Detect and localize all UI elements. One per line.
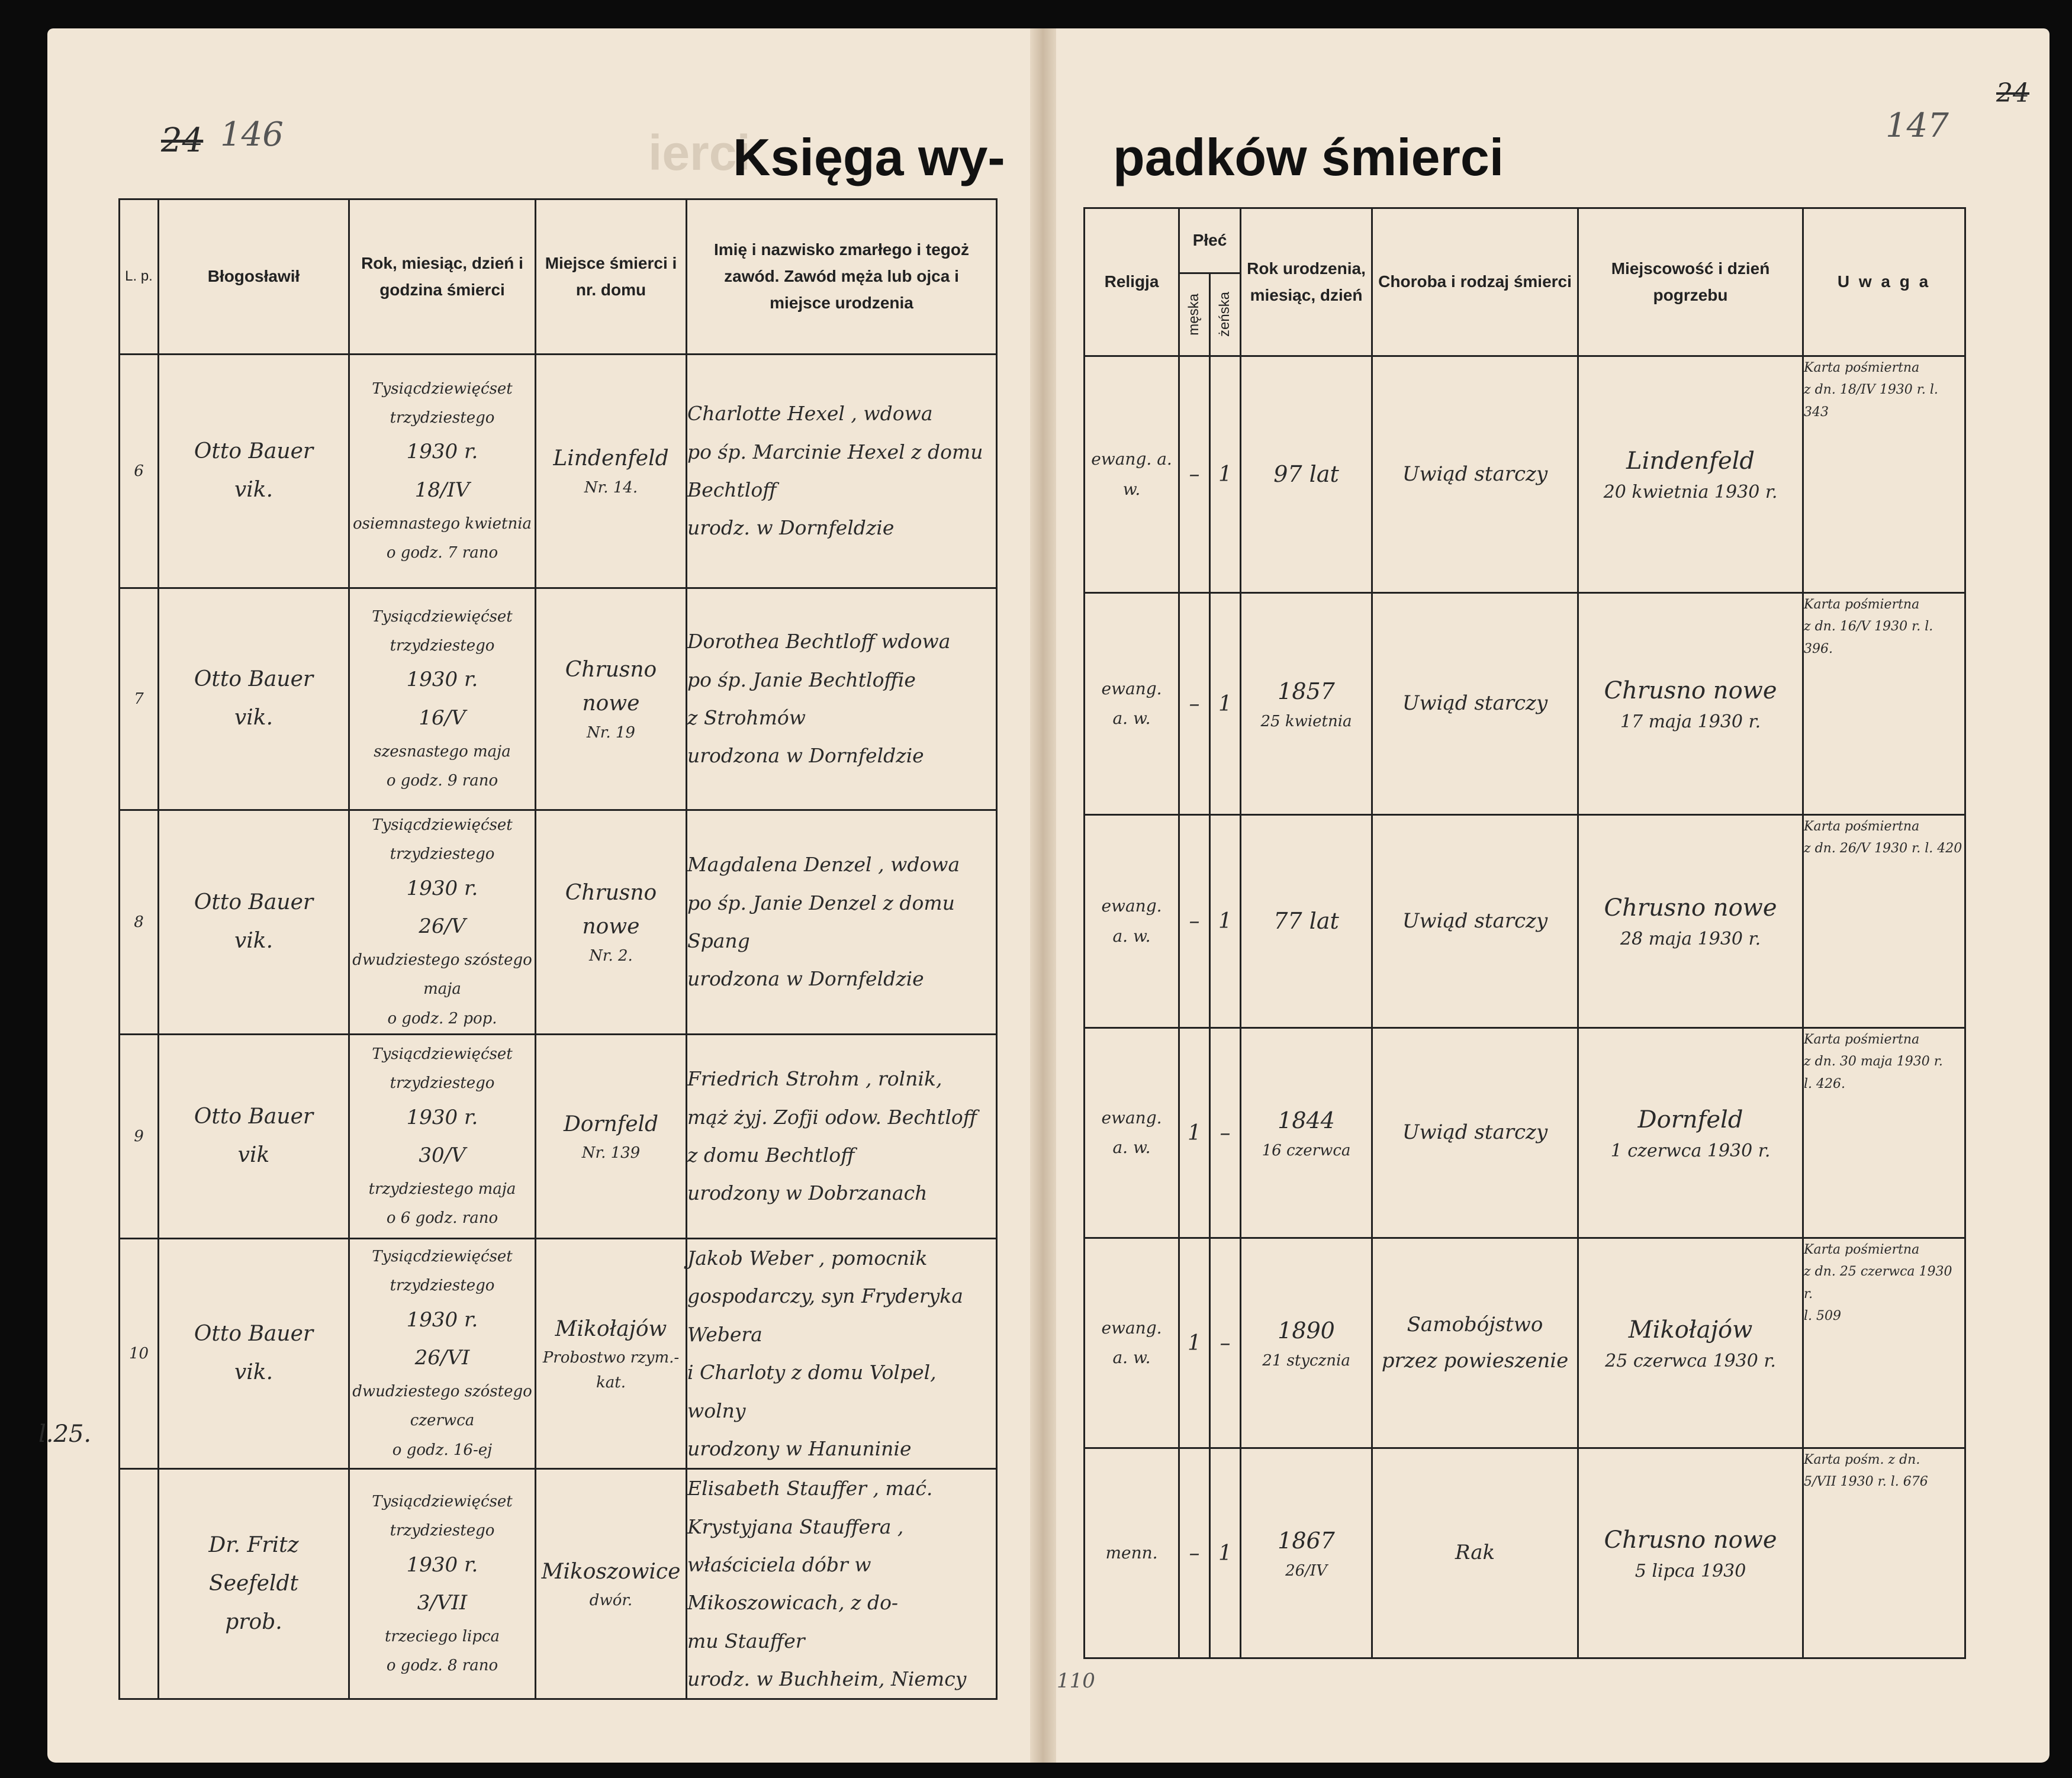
death-place-line: Nr. 139 — [581, 1144, 641, 1162]
death-place-line: Dornfeld — [563, 1112, 659, 1136]
deceased-name — [687, 810, 997, 1035]
deceased-name-line: urodz. w Dornfeldzie — [687, 516, 895, 540]
blessed-by-line: Otto Bauer — [194, 1104, 314, 1129]
left-header-row — [120, 199, 997, 355]
deceased-name-line: Elisabeth Stauffer , mać. — [687, 1477, 933, 1500]
death-place-line: Nr. 14. — [584, 479, 638, 497]
burial-line: Dornfeld — [1637, 1106, 1743, 1133]
death-place-line: Probostwo rzym.-kat. — [542, 1349, 680, 1392]
deceased-name — [687, 1035, 997, 1239]
deceased-name — [687, 1469, 997, 1699]
remarks-line: 5/VII 1930 r. l. 676 — [1804, 1474, 1928, 1490]
bleed-through-text: ierci — [648, 125, 751, 181]
death-date-line: 1930 r. — [406, 876, 478, 900]
deceased-name-line: i Charloty z domu Volpel, wolny — [687, 1361, 937, 1422]
death-date — [349, 355, 536, 588]
sex-female: 1 — [1210, 356, 1241, 593]
birth-date — [1241, 1448, 1372, 1658]
blessed-by-line: vik. — [234, 929, 274, 954]
birth-date — [1241, 1028, 1372, 1238]
death-date-line: dwudziestego szóstego maja — [352, 951, 532, 998]
right-register-row — [1085, 1448, 1965, 1658]
left-register-table — [118, 198, 998, 1700]
burial-place-date — [1578, 356, 1803, 593]
death-date-line: Tysiącdziewięćset — [372, 1045, 513, 1063]
entry-number — [120, 1469, 159, 1699]
death-place-line: Mikołajów — [555, 1316, 667, 1341]
burial-line: Lindenfeld — [1626, 447, 1755, 475]
remarks-line: Karta pośmiertna — [1804, 1032, 1920, 1047]
remarks-line: Karta pośmiertna — [1804, 360, 1920, 375]
cause-of-death-line: Samobójstwo — [1407, 1312, 1543, 1336]
header-female: żeńska — [1210, 273, 1241, 356]
deceased-name-line: Jakob Weber , pomocnik — [687, 1246, 928, 1270]
cause-of-death-line: przez powieszenie — [1381, 1349, 1569, 1373]
death-date-line: szesnastego maja — [374, 742, 511, 761]
blessed-by-line: Otto Bauer — [194, 890, 314, 915]
cause-of-death-line: Uwiąd starczy — [1402, 909, 1548, 933]
remarks-line: z dn. 30 maja 1930 r. — [1804, 1054, 1943, 1070]
left-register-row — [120, 810, 997, 1035]
blessed-by — [159, 1469, 349, 1699]
left-register-row — [120, 1239, 997, 1469]
deceased-name-line: urodzona w Dornfeldzie — [687, 967, 924, 991]
deceased-name — [687, 588, 997, 810]
burial-line: 1 czerwca 1930 r. — [1610, 1140, 1771, 1161]
death-place-line: Lindenfeld — [553, 446, 669, 471]
deceased-name-line: Bechtloff — [687, 478, 777, 501]
death-date-line: o 6 godz. rano — [386, 1209, 498, 1228]
blessed-by-line: Dr. Fritz — [208, 1533, 299, 1558]
death-place — [536, 355, 687, 588]
death-place-line: Chrusno nowe — [565, 880, 657, 939]
burial-line: Chrusno nowe — [1604, 1526, 1777, 1554]
death-date-line: 1930 r. — [406, 440, 478, 464]
sex-female: 1 — [1210, 815, 1241, 1028]
religion-line: ewang. — [1101, 896, 1162, 916]
sex-female: 1 — [1210, 593, 1241, 815]
left-page-number-struck: 24 — [161, 121, 204, 160]
death-place — [536, 1035, 687, 1239]
religion — [1085, 1238, 1179, 1448]
burial-line: 25 czerwca 1930 r. — [1605, 1350, 1776, 1371]
religion-line: ewang. a. w. — [1091, 449, 1172, 499]
header-name: Imię i nazwisko zmarłego i tegoż zawód. Zawód męża lub ojca i miejsce urodzenia — [687, 199, 997, 355]
death-date-line: Tysiącdziewięćset — [372, 1248, 513, 1266]
birth-date-line: 1857 — [1278, 678, 1335, 704]
deceased-name-line: po śp. Janie Bechtloffie — [687, 668, 916, 691]
birth-date-line: 16 czerwca — [1262, 1141, 1351, 1159]
entry-number: 6 — [120, 355, 159, 588]
death-date — [349, 1035, 536, 1239]
birth-date — [1241, 356, 1372, 593]
deceased-name-line: urodz. w Buchheim, Niemcy — [687, 1667, 967, 1690]
sex-male: – — [1179, 593, 1210, 815]
religion-line: ewang. — [1101, 1107, 1162, 1128]
header-blessed: Błogosławił — [159, 199, 349, 355]
deceased-name-line: Spang — [687, 929, 750, 953]
remarks-line: l. 426. — [1804, 1076, 1846, 1091]
header-burial: Miejscowość i dzień pogrzebu — [1578, 208, 1803, 356]
burial-place-date — [1578, 1448, 1803, 1658]
deceased-name-line: Dorothea Bechtloff wdowa — [687, 630, 951, 653]
death-date-line: trzydziestego — [390, 409, 495, 427]
deceased-name-line: Charlotte Hexel , wdowa — [687, 402, 933, 426]
remarks — [1803, 593, 1965, 815]
burial-line: 28 maja 1930 r. — [1620, 929, 1761, 949]
cause-of-death — [1372, 593, 1578, 815]
header-date: Rok, miesiąc, dzień i godzina śmierci — [349, 199, 536, 355]
birth-date-line: 21 stycznia — [1262, 1351, 1350, 1370]
blessed-by — [159, 1035, 349, 1239]
deceased-name-line: mąż żyj. Zofji odow. Bechtloff — [687, 1105, 977, 1129]
cause-of-death — [1372, 1448, 1578, 1658]
deceased-name — [687, 1239, 997, 1469]
birth-date-line: 26/IV — [1285, 1561, 1327, 1580]
death-place — [536, 588, 687, 810]
death-date-line: trzydziestego — [390, 845, 495, 864]
death-date-line: 3/VII — [417, 1591, 468, 1615]
blessed-by-line: Seefeldt — [209, 1571, 298, 1596]
sex-female: – — [1210, 1028, 1241, 1238]
header-born: Rok urodzenia, miesiąc, dzień — [1241, 208, 1372, 356]
death-date-line: o godz. 8 rano — [386, 1657, 498, 1675]
birth-date-line: 77 lat — [1273, 908, 1339, 935]
left-margin-note: l.25. — [38, 1421, 92, 1448]
right-register-row — [1085, 1028, 1965, 1238]
remarks-line: z dn. 25 czerwca 1930 r. — [1804, 1264, 1952, 1302]
blessed-by-line: prob. — [225, 1609, 282, 1634]
death-place — [536, 810, 687, 1035]
deceased-name-line: gospodarczy, syn Fryderyka Webera — [687, 1284, 963, 1346]
deceased-name-line: po śp. Marcinie Hexel z domu — [687, 440, 983, 463]
right-register-table — [1083, 207, 1966, 1659]
deceased-name-line: z Strohmów — [687, 706, 806, 729]
blessed-by-line: vik. — [234, 1360, 274, 1385]
death-date-line: trzydziestego maja — [368, 1180, 516, 1198]
death-date-line: o godz. 7 rano — [386, 543, 498, 562]
blessed-by — [159, 810, 349, 1035]
right-bottom-note: 110 — [1057, 1669, 1095, 1693]
religion-line: ewang. — [1101, 678, 1162, 698]
blessed-by-line: vik. — [234, 706, 274, 730]
remarks-line: z dn. 18/IV 1930 r. l. 343 — [1804, 382, 1938, 420]
deceased-name-line: Krystyjana Stauffera , właściciela dóbr w Mikoszowicach, z do- — [687, 1515, 904, 1615]
death-place-line: Mikoszowice — [541, 1559, 681, 1584]
death-date — [349, 588, 536, 810]
left-register-row — [120, 1035, 997, 1239]
sex-female: – — [1210, 1238, 1241, 1448]
entry-number: 10 — [120, 1239, 159, 1469]
death-date-line: trzeciego lipca — [384, 1627, 500, 1645]
death-place — [536, 1239, 687, 1469]
burial-line: Chrusno nowe — [1604, 677, 1777, 704]
burial-line: 20 kwietnia 1930 r. — [1603, 482, 1778, 503]
cause-of-death-line: Rak — [1455, 1541, 1495, 1565]
remarks-line: Karta pośm. z dn. — [1804, 1452, 1920, 1467]
remarks-line: Karta pośmiertna — [1804, 1242, 1920, 1257]
left-register-row — [120, 588, 997, 810]
remarks-line: z dn. 26/V 1930 r. l. 420 — [1804, 841, 1962, 856]
remarks — [1803, 356, 1965, 593]
death-date-line: Tysiącdziewięćset — [372, 816, 513, 834]
left-page-number: 146 — [220, 115, 284, 154]
blessed-by-line: vik — [237, 1143, 270, 1168]
cause-of-death-line: Uwiąd starczy — [1402, 691, 1548, 716]
right-register-row — [1085, 815, 1965, 1028]
header-lp: L. p. — [120, 199, 159, 355]
death-date-line: 26/VI — [414, 1346, 470, 1370]
burial-line: Mikołajów — [1628, 1316, 1753, 1344]
burial-place-date — [1578, 1028, 1803, 1238]
left-table-body — [120, 355, 997, 1699]
death-date-line: 1930 r. — [406, 1552, 478, 1577]
cause-of-death — [1372, 356, 1578, 593]
header-male: męska — [1179, 273, 1210, 356]
death-date-line: 26/V — [419, 914, 466, 939]
death-date-line: trzydziestego — [390, 1522, 495, 1540]
right-page-number: 147 — [1886, 107, 1949, 145]
header-cause: Choroba i rodzaj śmierci — [1372, 208, 1578, 356]
religion — [1085, 356, 1179, 593]
religion-line: a. w. — [1112, 926, 1151, 946]
death-date-line: osiemnastego kwietnia — [352, 514, 532, 533]
header-religion: Religja — [1085, 208, 1179, 356]
death-date-line: o godz. 2 pop. — [387, 1009, 497, 1027]
death-date-line: 1930 r. — [406, 1105, 478, 1129]
remarks-line: z dn. 16/V 1930 r. l. 396. — [1804, 619, 1933, 656]
remarks — [1803, 815, 1965, 1028]
remarks — [1803, 1238, 1965, 1448]
death-date-line: trzydziestego — [390, 637, 495, 655]
birth-date-line: 1890 — [1278, 1317, 1335, 1344]
right-table-body — [1085, 356, 1965, 1658]
birth-date-line: 25 kwietnia — [1260, 712, 1352, 730]
remarks — [1803, 1448, 1965, 1658]
death-date-line: o godz. 9 rano — [386, 771, 498, 790]
right-register-row — [1085, 1238, 1965, 1448]
remarks-line: l. 509 — [1804, 1309, 1842, 1324]
entry-number: 8 — [120, 810, 159, 1035]
religion-line: menn. — [1105, 1542, 1158, 1563]
cause-of-death — [1372, 1238, 1578, 1448]
birth-date-line: 97 lat — [1273, 461, 1339, 488]
sex-male: 1 — [1179, 1028, 1210, 1238]
death-date-line: trzydziestego — [390, 1074, 495, 1093]
cause-of-death-line: Uwiąd starczy — [1402, 1120, 1548, 1145]
religion — [1085, 593, 1179, 815]
book-spine — [1030, 28, 1056, 1763]
blessed-by-line: Otto Bauer — [194, 1322, 314, 1347]
remarks-line: Karta pośmiertna — [1804, 819, 1920, 834]
death-date — [349, 1239, 536, 1469]
cause-of-death — [1372, 815, 1578, 1028]
birth-date — [1241, 593, 1372, 815]
right-page-number-alt: 24 — [1996, 78, 2029, 108]
sex-male: – — [1179, 356, 1210, 593]
death-place — [536, 1469, 687, 1699]
burial-line: 17 maja 1930 r. — [1620, 711, 1761, 732]
right-register-row — [1085, 593, 1965, 815]
death-date-line: 1930 r. — [406, 1307, 478, 1332]
sex-female: 1 — [1210, 1448, 1241, 1658]
birth-date — [1241, 1238, 1372, 1448]
death-date-line: Tysiącdziewięćset — [372, 379, 513, 398]
religion-line: a. w. — [1112, 1348, 1151, 1367]
cause-of-death — [1372, 1028, 1578, 1238]
religion — [1085, 1448, 1179, 1658]
blessed-by — [159, 588, 349, 810]
deceased-name-line: Magdalena Denzel , wdowa — [687, 853, 960, 877]
blessed-by — [159, 1239, 349, 1469]
deceased-name-line: urodzony w Dobrzanach — [687, 1181, 928, 1205]
blessed-by-line: Otto Bauer — [194, 439, 314, 464]
birth-date — [1241, 815, 1372, 1028]
header-place: Miejsce śmierci i nr. domu — [536, 199, 687, 355]
burial-line: Chrusno nowe — [1604, 894, 1777, 922]
entry-number: 7 — [120, 588, 159, 810]
death-date-line: trzydziestego — [390, 1277, 495, 1295]
blessed-by-line: vik. — [234, 478, 274, 502]
birth-date-line: 1867 — [1278, 1527, 1335, 1554]
death-date — [349, 1469, 536, 1699]
burial-place-date — [1578, 593, 1803, 815]
sex-male: – — [1179, 1448, 1210, 1658]
left-register-row — [120, 355, 997, 588]
religion-line: a. w. — [1112, 708, 1151, 728]
right-register-row — [1085, 356, 1965, 593]
blessed-by — [159, 355, 349, 588]
sex-male: – — [1179, 815, 1210, 1028]
deceased-name — [687, 355, 997, 588]
death-date — [349, 810, 536, 1035]
remarks-line: Karta pośmiertna — [1804, 597, 1920, 612]
death-date-line: dwudziestego szóstego czerwca — [352, 1383, 532, 1430]
left-register-row — [120, 1469, 997, 1699]
religion — [1085, 815, 1179, 1028]
death-place-line: Chrusno nowe — [565, 657, 657, 716]
deceased-name-line: z domu Bechtloff — [687, 1144, 855, 1167]
header-note: U w a g a — [1803, 208, 1965, 356]
cause-of-death-line: Uwiąd starczy — [1402, 462, 1548, 486]
burial-line: 5 lipca 1930 — [1635, 1560, 1746, 1581]
entry-number: 9 — [120, 1035, 159, 1239]
death-date-line: 16/V — [419, 706, 466, 730]
right-header-row-1 — [1085, 208, 1965, 273]
death-place-line: dwór. — [589, 1592, 633, 1610]
death-date-line: 30/V — [419, 1144, 466, 1168]
right-page-title: padków śmierci — [1113, 128, 1504, 186]
deceased-name-line: urodzony w Hanuninie — [687, 1436, 912, 1460]
death-date-line: Tysiącdziewięćset — [372, 607, 513, 626]
religion-line: a. w. — [1112, 1138, 1151, 1157]
deceased-name-line: Friedrich Strohm , rolnik, — [687, 1067, 942, 1091]
religion-line: ewang. — [1101, 1318, 1162, 1338]
header-sex: Płeć — [1179, 208, 1241, 273]
death-date-line: Tysiącdziewięćset — [372, 1492, 513, 1510]
burial-place-date — [1578, 1238, 1803, 1448]
birth-date-line: 1844 — [1278, 1107, 1335, 1133]
death-date-line: 18/IV — [414, 478, 470, 502]
death-place-line: Nr. 19 — [587, 723, 635, 742]
death-place-line: Nr. 2. — [589, 946, 633, 965]
deceased-name-line: urodzona w Dornfeldzie — [687, 744, 924, 768]
death-date-line: 1930 r. — [406, 668, 478, 692]
death-date-line: o godz. 16-ej — [392, 1441, 493, 1459]
deceased-name-line: po śp. Janie Denzel z domu — [687, 891, 955, 914]
sex-male: 1 — [1179, 1238, 1210, 1448]
blessed-by-line: Otto Bauer — [194, 667, 314, 692]
religion — [1085, 1028, 1179, 1238]
left-page-title: Księga wy- — [733, 128, 1005, 186]
remarks — [1803, 1028, 1965, 1238]
burial-place-date — [1578, 815, 1803, 1028]
deceased-name-line: mu Stauffer — [687, 1629, 805, 1653]
